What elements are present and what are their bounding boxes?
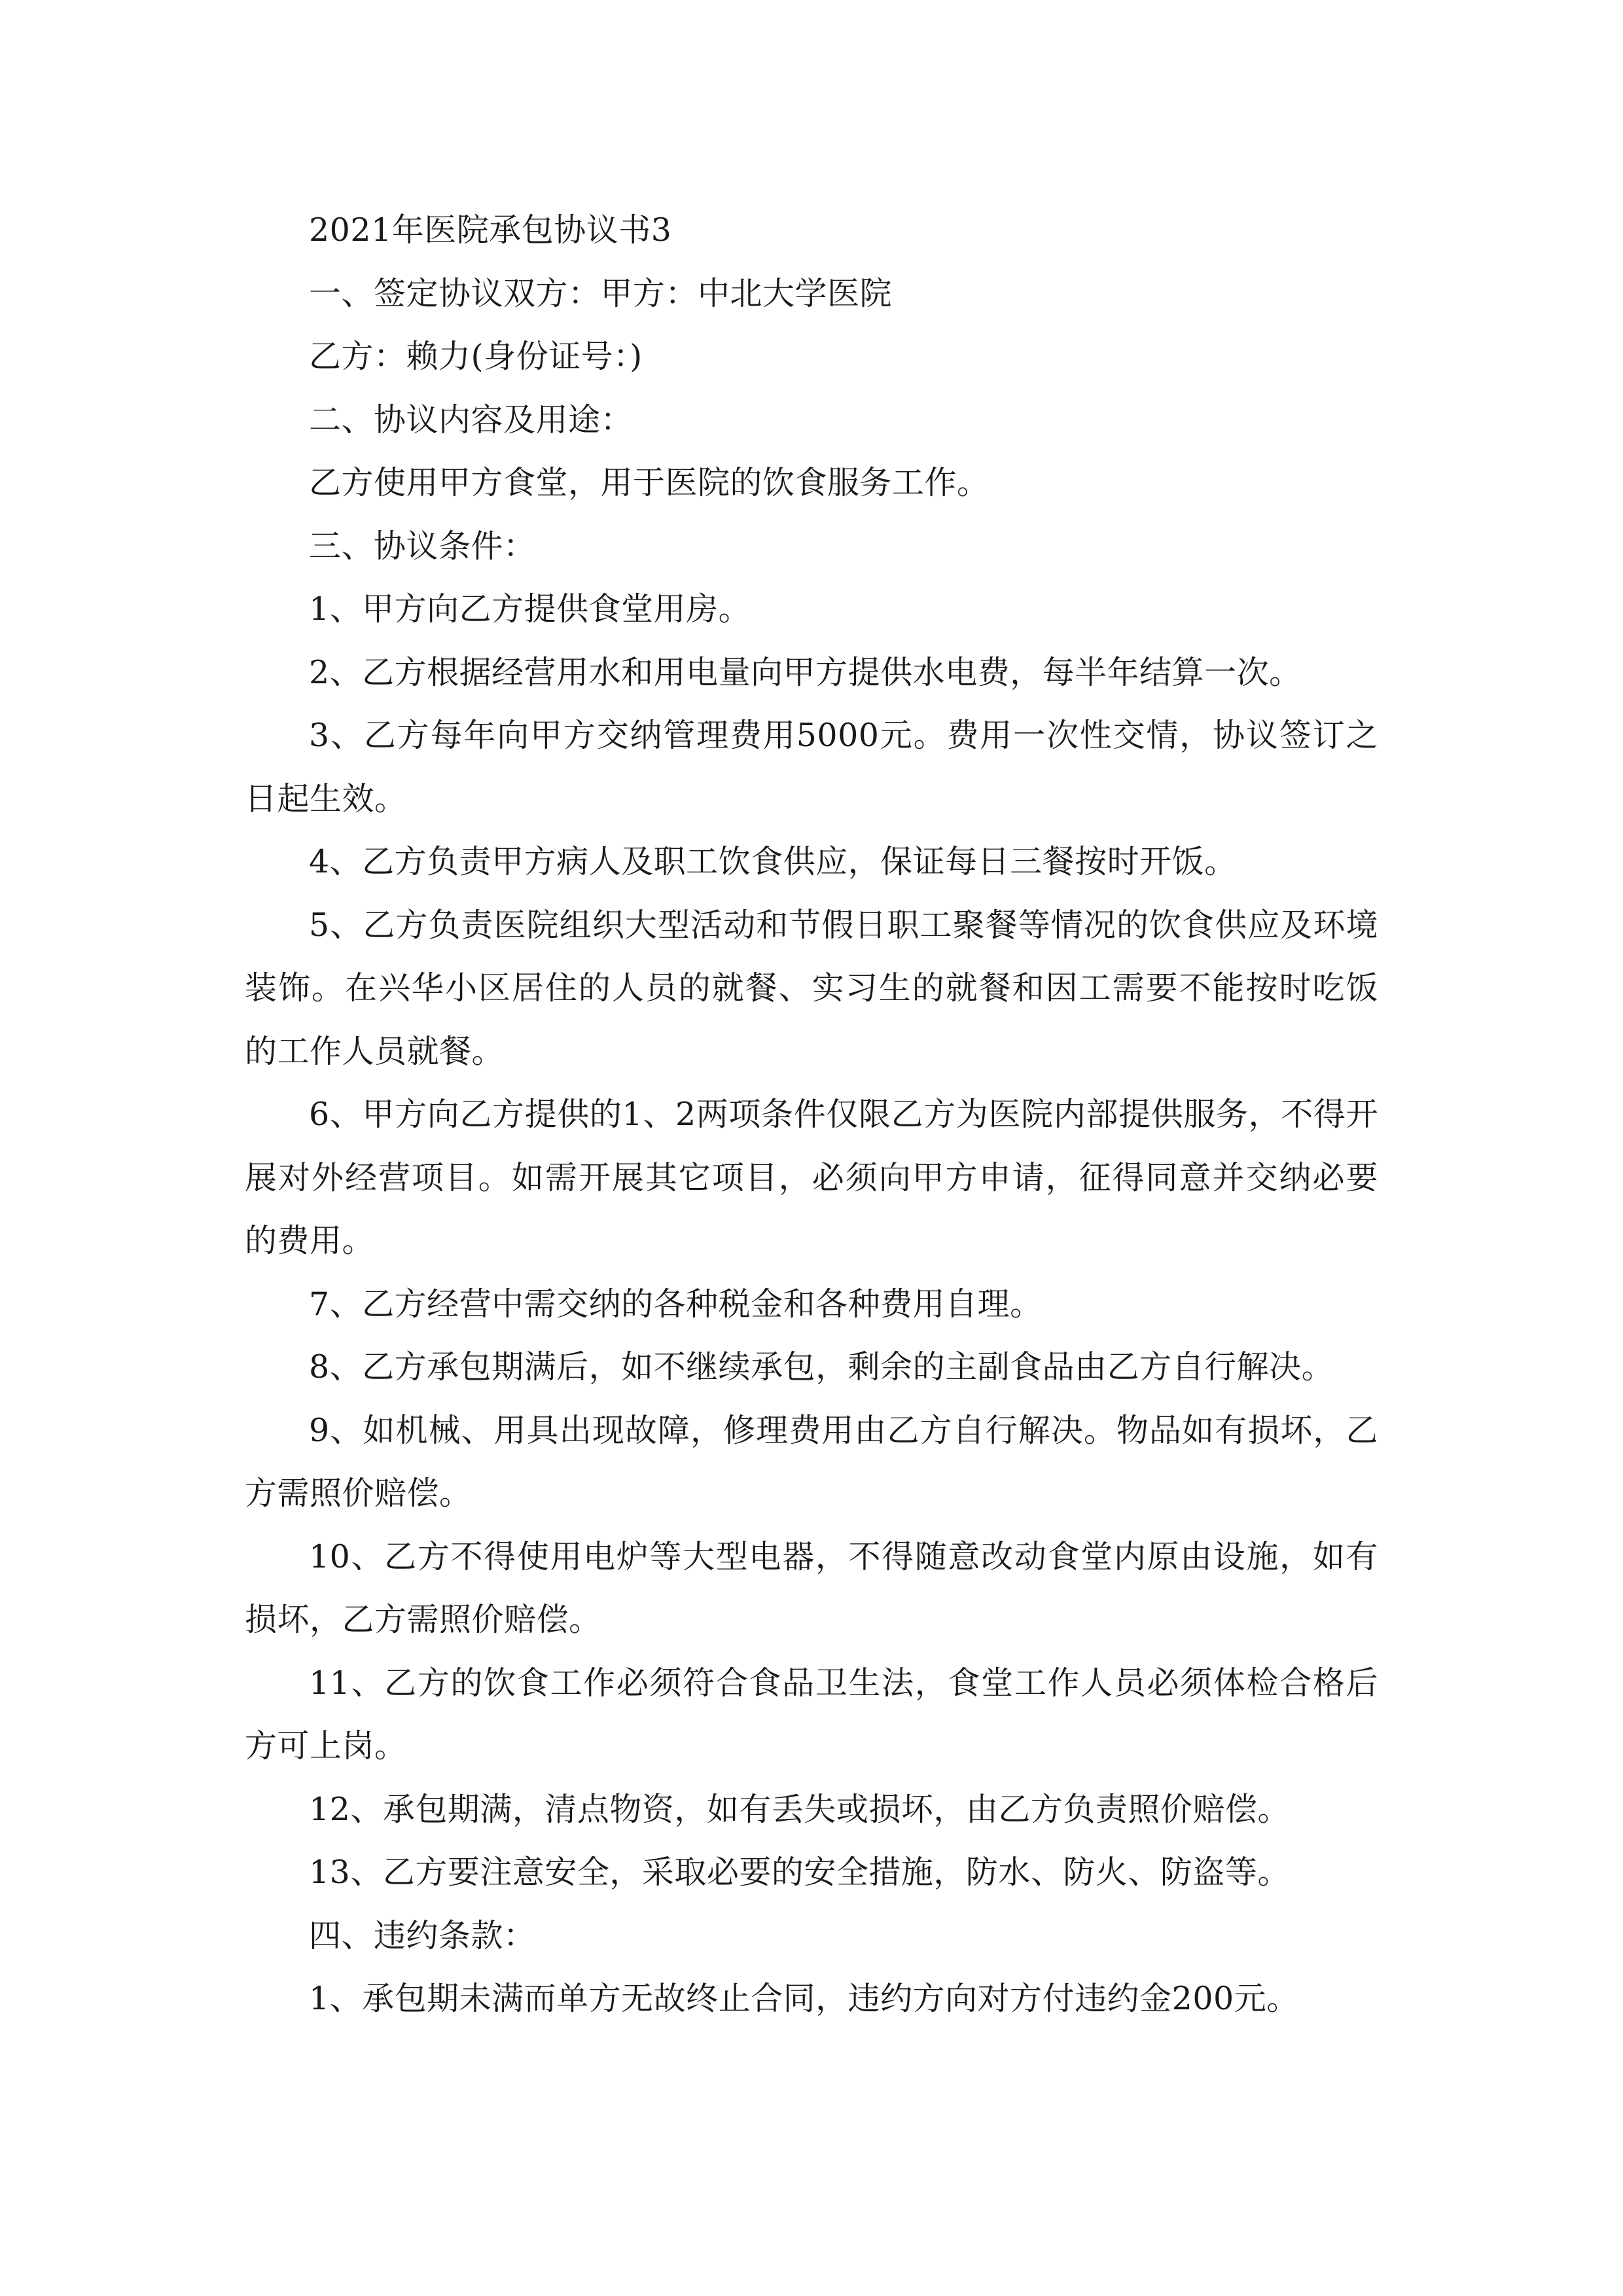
paragraph: 9、如机械、用具出现故障，修理费用由乙方自行解决。物品如有损坏，乙方需照价赔偿。 — [245, 1411, 1378, 1512]
paragraph: 2、乙方根据经营用水和用电量向甲方提供水电费，每半年结算一次。 — [309, 653, 1302, 691]
paragraph: 5、乙方负责医院组织大型活动和节假日职工聚餐等情况的饮食供应及环境装饰。在兴华小区居住的人员的就餐、实习生的就餐和因工需要不能按时吃饭的工作人员就餐。 — [245, 906, 1378, 1070]
document-title: 2021年医院承包协议书3 — [309, 211, 672, 249]
paragraph: 4、乙方负责甲方病人及职工饮食供应，保证每日三餐按时开饭。 — [309, 843, 1237, 880]
paragraph: 13、乙方要注意安全，采取必要的安全措施，防水、防火、防盗等。 — [309, 1854, 1290, 1891]
paragraph: 11、乙方的饮食工作必须符合食品卫生法，食堂工作人员必须体检合格后方可上岗。 — [245, 1664, 1378, 1765]
paragraph: 10、乙方不得使用电炉等大型电器，不得随意改动食堂内原由设施，如有损坏，乙方需照价赔偿。 — [245, 1537, 1378, 1638]
paragraph: 7、乙方经营中需交纳的各种税金和各种费用自理。 — [309, 1285, 1043, 1323]
paragraph: 四、违约条款： — [309, 1916, 536, 1954]
paragraph: 乙方：赖力(身份证号：) — [309, 338, 643, 375]
paragraph: 一、签定协议双方：甲方：中北大学医院 — [309, 274, 893, 312]
document-body — [245, 199, 1378, 2031]
paragraph: 12、承包期满，清点物资，如有丢失或损坏，由乙方负责照价赔偿。 — [309, 1790, 1290, 1828]
paragraph: 1、甲方向乙方提供食堂用房。 — [309, 590, 751, 628]
paragraph: 6、甲方向乙方提供的1、2两项条件仅限乙方为医院内部提供服务，不得开展对外经营项目。如需开展其它项目，必须向甲方申请，征得同意并交纳必要的费用。 — [245, 1096, 1378, 1259]
paragraph: 三、协议条件： — [309, 527, 536, 565]
paragraph: 二、协议内容及用途： — [309, 401, 633, 439]
paragraph: 乙方使用甲方食堂，用于医院的饮食服务工作。 — [309, 464, 990, 501]
paragraph: 8、乙方承包期满后，如不继续承包，剩余的主副食品由乙方自行解决。 — [309, 1348, 1334, 1386]
paragraph: 3、乙方每年向甲方交纳管理费用5000元。费用一次性交情，协议签订之日起生效。 — [245, 717, 1378, 817]
paragraph: 1、承包期未满而单方无故终止合同，违约方向对方付违约金200元。 — [309, 1980, 1299, 2017]
